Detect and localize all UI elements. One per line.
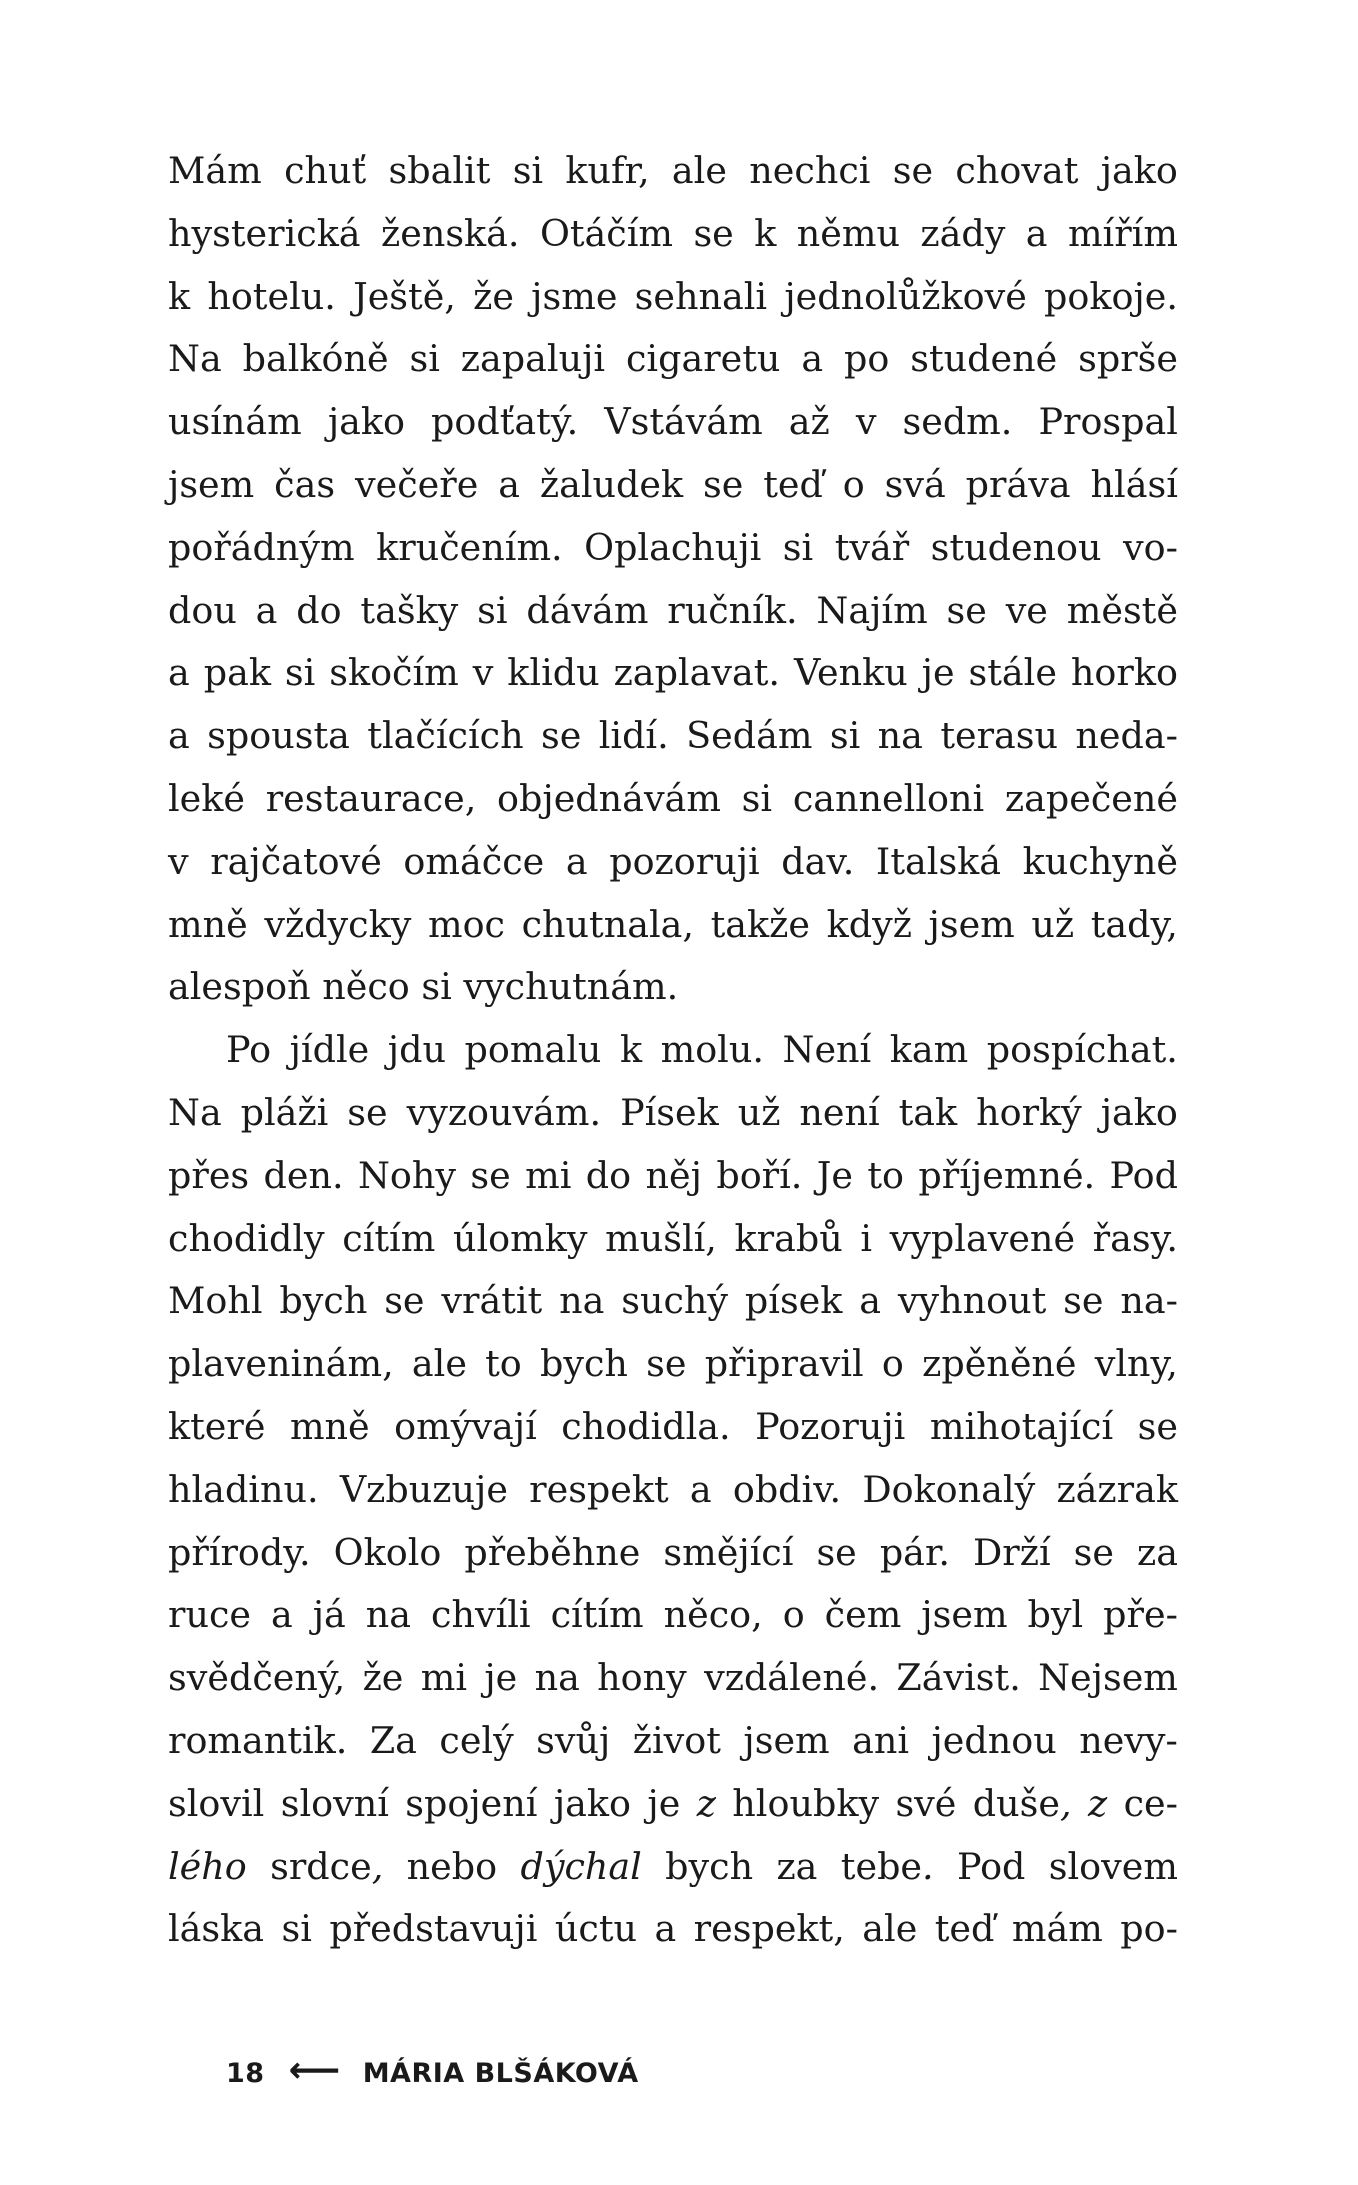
word: a: [689, 1467, 712, 1511]
word: není: [799, 1090, 880, 1134]
word: hotelu.: [207, 274, 336, 318]
word: za: [776, 1844, 818, 1888]
word: si: [512, 149, 544, 192]
text-line: [168, 1647, 1178, 1710]
text-line: [168, 1333, 1178, 1396]
word: Pozoruji: [755, 1404, 906, 1448]
word: chodidly: [168, 1216, 325, 1260]
word: Drží: [973, 1530, 1051, 1574]
word: v: [855, 400, 877, 444]
word: dávám: [526, 588, 649, 632]
word: je: [484, 1656, 518, 1700]
word: molu.: [660, 1028, 764, 1072]
word: bych: [279, 1279, 368, 1323]
word: plaveninám,: [168, 1342, 394, 1386]
text-line: [168, 956, 1178, 1019]
text-line: [168, 517, 1178, 580]
word: alespoň: [168, 965, 311, 1009]
word: jsem: [928, 902, 1015, 946]
word: já: [312, 1593, 346, 1637]
word: skočím: [329, 651, 459, 695]
word: spousta: [207, 714, 350, 758]
word: na: [365, 1593, 412, 1637]
word: o: [842, 462, 865, 506]
word: se: [1137, 1404, 1178, 1448]
word: rajčatové: [210, 839, 382, 883]
page-footer: [226, 2050, 639, 2093]
word: a: [168, 651, 190, 695]
word: čas: [274, 462, 336, 506]
word: suchý: [621, 1279, 729, 1323]
word: přírody.: [168, 1530, 311, 1574]
word: se: [1063, 1279, 1104, 1323]
text-line: [168, 266, 1178, 329]
word: lého: [168, 1844, 247, 1888]
word: mně: [168, 902, 248, 946]
word: jsem: [743, 1718, 830, 1762]
word: terasu: [940, 714, 1059, 758]
word: se: [703, 462, 744, 506]
word: v: [472, 651, 494, 695]
word: se: [540, 714, 582, 758]
word: dýchal: [520, 1844, 642, 1888]
text-line: [168, 894, 1178, 957]
word: mám: [1011, 1907, 1103, 1951]
word: romantik.: [168, 1718, 348, 1762]
word: příjemné.: [918, 1153, 1096, 1197]
text-line: [168, 1459, 1178, 1522]
word: zpěněné: [922, 1342, 1077, 1386]
word: na: [877, 714, 923, 758]
word: po: [843, 337, 890, 381]
text-line: [168, 1773, 1178, 1836]
text-line: [168, 1584, 1178, 1647]
word: ručník.: [667, 588, 798, 632]
word: zázrak: [1056, 1467, 1178, 1511]
word: dav.: [781, 839, 855, 883]
word: sbalit: [388, 149, 491, 192]
text-line: [168, 705, 1178, 768]
word: z: [696, 1781, 716, 1825]
word: ale: [862, 1907, 918, 1951]
word: pak: [203, 651, 271, 695]
text-line: [168, 140, 1178, 203]
word: městě: [1066, 588, 1178, 632]
word: Je: [816, 1153, 854, 1197]
word: horký: [976, 1090, 1082, 1134]
text-line: [168, 454, 1178, 517]
word: teď: [763, 462, 823, 506]
word: představuji: [329, 1907, 538, 1951]
word: sehnali: [634, 274, 768, 318]
word: to: [485, 1342, 522, 1386]
word: Pod: [1109, 1153, 1178, 1197]
word: Za: [369, 1718, 417, 1762]
word: Okolo: [333, 1530, 442, 1574]
word: objednávám: [497, 776, 721, 820]
word: a: [801, 337, 824, 381]
text-line: [168, 768, 1178, 831]
word: své: [895, 1781, 957, 1825]
word: teď: [934, 1907, 995, 1951]
word: mi: [420, 1656, 468, 1700]
word: podťatý.: [431, 400, 579, 444]
word: kufr,: [565, 149, 650, 192]
word: cannelloni: [792, 776, 985, 820]
word: večeře: [354, 462, 479, 506]
text-line: [168, 1522, 1178, 1585]
word: dou: [168, 588, 237, 632]
word: si: [421, 965, 452, 1009]
word: už: [737, 1090, 781, 1134]
word: se: [1073, 1530, 1114, 1574]
word: Mohl: [168, 1279, 263, 1323]
text-line: [168, 1270, 1178, 1333]
word: už: [1031, 902, 1075, 946]
body-text: [168, 140, 1178, 1961]
word: slovem: [1048, 1844, 1178, 1888]
word: a: [168, 714, 190, 758]
word: Pod: [956, 1844, 1026, 1888]
word: písek: [744, 1279, 843, 1323]
word: tašky: [360, 588, 459, 632]
word: pokoje.: [1044, 274, 1178, 318]
word: si: [409, 337, 440, 381]
word: hloubky: [732, 1781, 880, 1825]
word: pár.: [879, 1530, 950, 1574]
word: Italská: [875, 839, 1002, 883]
word: a: [1025, 211, 1048, 255]
word: vzdálené.: [704, 1656, 880, 1700]
word: když: [826, 902, 912, 946]
word: bych: [540, 1342, 628, 1386]
left-arrow-icon: ⟵: [288, 2050, 341, 2091]
word: pospíchat.: [986, 1028, 1178, 1072]
word: Na: [168, 1090, 222, 1134]
word: moc: [427, 902, 505, 946]
word: omáčce: [403, 839, 545, 883]
text-line: [168, 391, 1178, 454]
word: Nohy: [357, 1153, 457, 1197]
word: respekt: [529, 1467, 669, 1511]
word: jako: [327, 400, 405, 444]
word: vyhnout: [897, 1279, 1047, 1323]
word: se: [347, 1090, 388, 1134]
word: ani: [852, 1718, 910, 1762]
word: slovil: [168, 1781, 265, 1825]
word: ženská.: [380, 211, 520, 255]
word: mušlí,: [605, 1216, 717, 1260]
word: jako: [1100, 1090, 1178, 1134]
text-line: [168, 1145, 1178, 1208]
word: a: [270, 1593, 293, 1637]
word: Otáčím: [539, 211, 674, 255]
word: a: [859, 1279, 882, 1323]
text-line: [168, 1019, 1178, 1082]
text-line: [168, 1208, 1178, 1271]
word: kručením.: [376, 525, 563, 569]
word: stále: [968, 651, 1057, 695]
word: jdu: [387, 1028, 446, 1072]
word: do: [296, 588, 342, 632]
word: Oplachuji: [584, 525, 762, 569]
word: Ještě,: [353, 274, 456, 318]
word: zapečené: [1004, 776, 1178, 820]
word: pře-: [1103, 1593, 1178, 1637]
word: vrátit: [441, 1279, 543, 1323]
word: kam: [889, 1028, 969, 1072]
word: byl: [1027, 1593, 1084, 1637]
word: ve: [1005, 588, 1048, 632]
word: něj: [645, 1153, 702, 1197]
word: pozoruji: [609, 839, 760, 883]
word: úlomky: [452, 1216, 588, 1260]
word: vo-: [1123, 525, 1178, 569]
word: Prospal: [1038, 400, 1178, 444]
word: něco,: [663, 1593, 763, 1637]
text-line: [168, 642, 1178, 705]
word: život: [632, 1718, 721, 1762]
word: restaurace,: [265, 776, 477, 820]
word: usínám: [168, 400, 302, 444]
word: slovní: [280, 1781, 389, 1825]
word: vždycky: [264, 902, 412, 946]
word: jednolůžkové: [784, 274, 1027, 318]
word: sedm.: [902, 400, 1013, 444]
word: neda-: [1075, 714, 1178, 758]
word: si: [741, 776, 773, 820]
word: bych: [665, 1844, 754, 1888]
word: cítím: [342, 1216, 436, 1260]
word: Písek: [620, 1090, 719, 1134]
word: řasy.: [1092, 1216, 1178, 1260]
word: žaludek: [539, 462, 684, 506]
word: se: [816, 1530, 857, 1574]
word: celý: [439, 1718, 514, 1762]
word: a: [498, 462, 520, 506]
word: Mám: [168, 149, 262, 192]
word: čem: [824, 1593, 902, 1637]
word: cítím: [550, 1593, 644, 1637]
word: pomalu: [464, 1028, 602, 1072]
word: chuť: [284, 149, 367, 192]
word: ce-: [1123, 1781, 1178, 1825]
word: vyzouvám.: [406, 1090, 602, 1134]
word: studené: [910, 337, 1058, 381]
word: tvář: [834, 525, 910, 569]
word: po-: [1120, 1907, 1178, 1951]
word: jednou: [931, 1718, 1057, 1762]
word: je: [921, 651, 955, 695]
word: Není: [782, 1028, 872, 1072]
text-line: [168, 580, 1178, 643]
word: na-: [1120, 1279, 1178, 1323]
word: klidu: [507, 651, 600, 695]
word: a: [654, 1907, 677, 1951]
word: jako: [553, 1781, 632, 1825]
word: horko: [1070, 651, 1178, 695]
word: za: [1137, 1530, 1178, 1574]
word: je: [647, 1781, 681, 1825]
word: smějící: [663, 1530, 794, 1574]
word: až: [788, 400, 830, 444]
word: chodidla.: [561, 1404, 731, 1448]
word: o: [881, 1342, 904, 1386]
word: že: [362, 1656, 404, 1700]
word: studenou: [930, 525, 1102, 569]
text-line: [168, 831, 1178, 894]
word: Nejsem: [1038, 1656, 1178, 1700]
word: práva: [965, 462, 1071, 506]
word: němu: [796, 211, 900, 255]
word: omývají: [394, 1404, 537, 1448]
word: že: [473, 274, 514, 318]
text-line: [168, 1710, 1178, 1773]
word: hysterická: [168, 211, 361, 255]
word: se: [892, 149, 934, 192]
word: jsme: [531, 274, 618, 318]
text-line: [168, 1898, 1178, 1961]
word: pořádným: [168, 525, 355, 569]
text-line: [168, 203, 1178, 266]
word: tlačících: [367, 714, 524, 758]
word: nechci: [749, 149, 871, 192]
word: o: [782, 1593, 805, 1637]
word: Na: [168, 337, 222, 381]
word: kuchyně: [1022, 839, 1178, 883]
text-line: [168, 1396, 1178, 1459]
word: cigaretu: [625, 337, 781, 381]
word: zády: [920, 211, 1006, 255]
word: hladinu.: [168, 1467, 319, 1511]
word: mi: [525, 1153, 572, 1197]
word: si: [281, 1907, 312, 1951]
word: vyplavené: [889, 1216, 1076, 1260]
word: chvíli: [431, 1593, 531, 1637]
word: zapaluji: [460, 337, 606, 381]
word: na: [534, 1656, 580, 1700]
word: tak: [898, 1090, 958, 1134]
word: hony: [597, 1656, 687, 1700]
word: k: [619, 1028, 643, 1072]
word: krabů: [734, 1216, 843, 1260]
word: chutnala,: [521, 902, 695, 946]
word: si: [284, 651, 316, 695]
word: tady,: [1090, 902, 1178, 946]
word: i: [860, 1216, 873, 1260]
word: zaplavat.: [613, 651, 781, 695]
word: na: [559, 1279, 605, 1323]
word: se: [470, 1153, 511, 1197]
word: se: [946, 588, 987, 632]
word: ruce: [168, 1593, 251, 1637]
word: a: [255, 588, 278, 632]
word: balkóně: [242, 337, 389, 381]
word: Sedám: [686, 714, 813, 758]
word: Závist.: [896, 1656, 1021, 1700]
word: jsem: [921, 1593, 1008, 1637]
word: ale: [671, 149, 727, 192]
word: ale: [411, 1342, 467, 1386]
word: připravil: [704, 1342, 864, 1386]
text-line: [168, 1082, 1178, 1145]
word: se: [693, 211, 734, 255]
word: úctu: [554, 1907, 637, 1951]
word: Vzbuzuje: [339, 1467, 508, 1511]
word: Dokonalý: [862, 1467, 1036, 1511]
word: to: [867, 1153, 905, 1197]
word: do: [585, 1153, 632, 1197]
word: Venku: [793, 651, 908, 695]
word: se: [646, 1342, 687, 1386]
word: mihotající: [929, 1404, 1114, 1448]
word: láska: [168, 1907, 265, 1951]
text-line: [168, 1836, 1178, 1899]
word: k: [168, 274, 191, 318]
word: den.: [263, 1153, 344, 1197]
word: si: [477, 588, 508, 632]
word: Po: [226, 1028, 272, 1072]
word: svůj: [536, 1718, 611, 1762]
word: sprše: [1078, 337, 1178, 381]
word: vlny,: [1094, 1342, 1178, 1386]
word: si: [829, 714, 861, 758]
author-name: MÁRIA BLŠÁKOVÁ: [362, 2057, 639, 2089]
word: přeběhne: [464, 1530, 641, 1574]
word: si: [782, 525, 814, 569]
word: takže: [710, 902, 810, 946]
word: mně: [289, 1404, 370, 1448]
word: přes: [168, 1153, 250, 1197]
word: které: [168, 1404, 266, 1448]
word: respekt,: [693, 1907, 845, 1951]
word: mířím: [1067, 211, 1178, 255]
word: tebe.: [840, 1844, 934, 1888]
word: jako: [1100, 149, 1178, 192]
word: hlásí: [1090, 462, 1178, 506]
word: k: [754, 211, 777, 255]
word: spojení: [405, 1781, 538, 1825]
word: v: [168, 839, 189, 883]
word: pláži: [240, 1090, 329, 1134]
word: boří.: [716, 1153, 803, 1197]
word: Najím: [816, 588, 928, 632]
word: svá: [884, 462, 946, 506]
word: z: [1087, 1781, 1108, 1825]
word: jídle: [289, 1028, 370, 1072]
word: duše,: [972, 1781, 1072, 1825]
word: leké: [168, 776, 245, 820]
page-number: 18: [226, 2057, 265, 2089]
word: svědčený,: [168, 1656, 346, 1700]
word: vychutnám.: [463, 965, 679, 1009]
word: srdce,: [270, 1844, 384, 1888]
word: a: [565, 839, 588, 883]
word: chovat: [955, 149, 1079, 192]
word: lidí.: [598, 714, 669, 758]
word: obdiv.: [732, 1467, 842, 1511]
text-line: [168, 328, 1178, 391]
word: Vstávám: [604, 400, 763, 444]
word: něco: [322, 965, 410, 1009]
word: nebo: [406, 1844, 498, 1888]
word: jsem: [168, 462, 255, 506]
word: se: [384, 1279, 425, 1323]
word: nevy-: [1079, 1718, 1178, 1762]
